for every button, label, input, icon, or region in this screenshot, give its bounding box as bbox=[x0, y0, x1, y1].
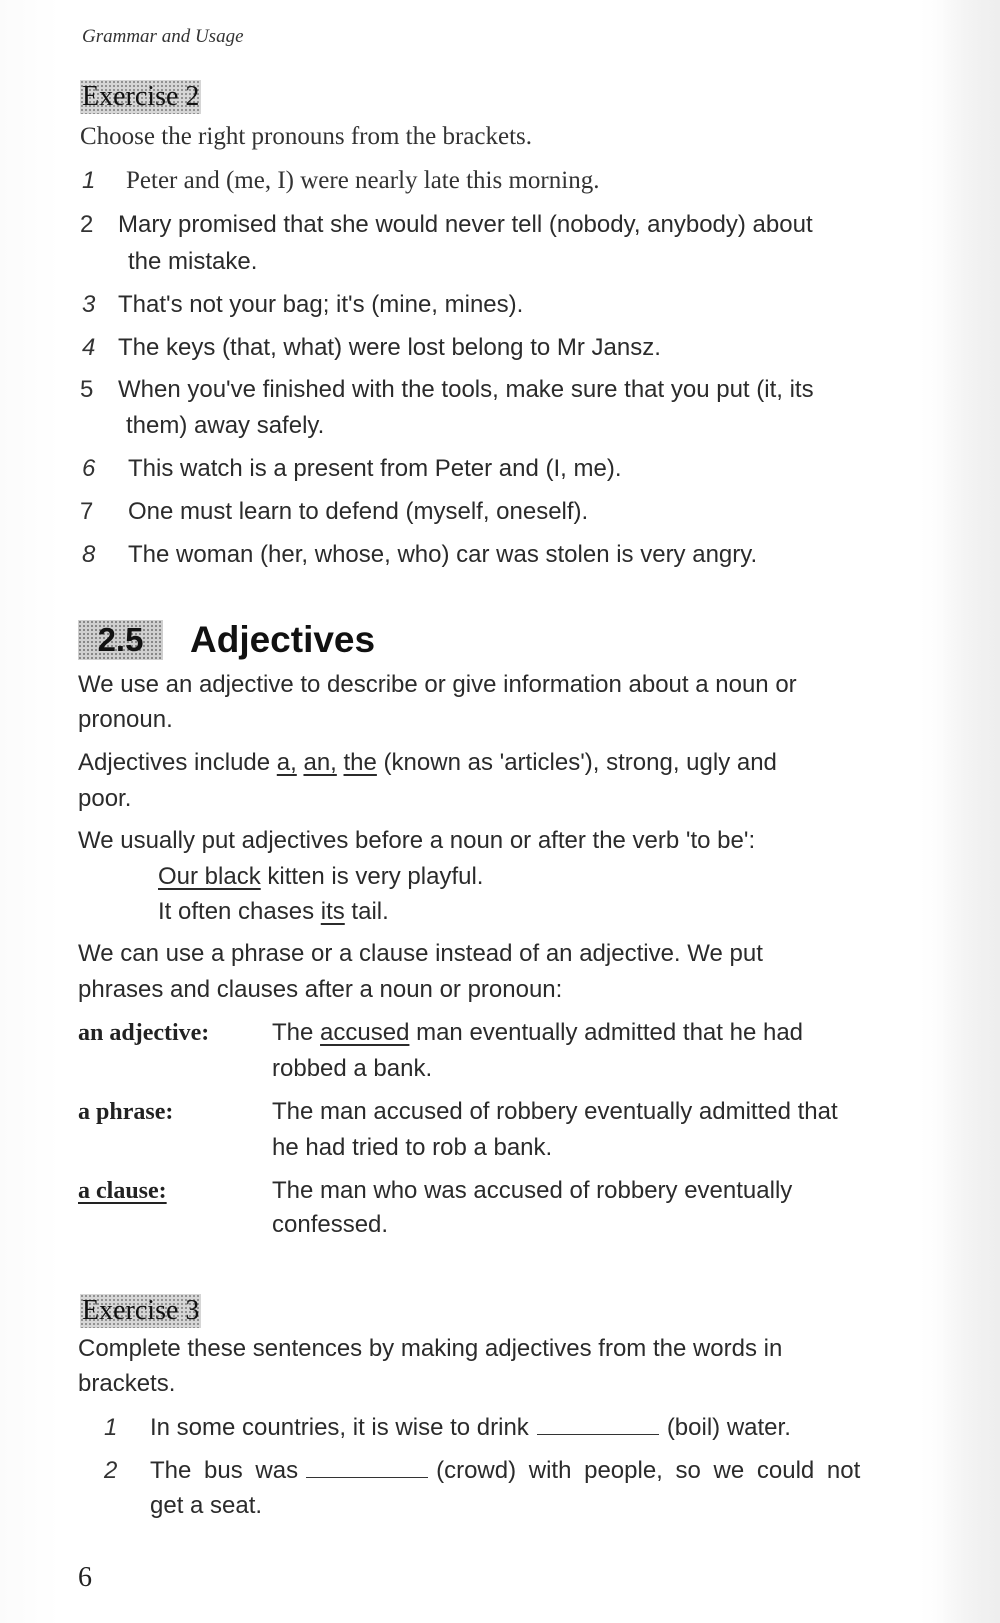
row-label-adjective: an adjective: bbox=[78, 1020, 210, 1046]
section-paragraph-4: We can use a phrase or a clause instead of an adjective. We put bbox=[78, 940, 763, 967]
section-paragraph-4-cont: phrases and clauses after a noun or pronoun: bbox=[78, 976, 563, 1003]
exercise-3-item-2 bbox=[150, 1456, 860, 1486]
article-a: a, bbox=[276, 749, 297, 776]
row-text-phrase-cont: he had tried to rob a bank. bbox=[272, 1134, 553, 1161]
row-text-clause: The man who was accused of robbery eventually bbox=[272, 1177, 793, 1204]
example-2-pre: It often chases bbox=[158, 898, 321, 925]
row-adjective-pre: The bbox=[272, 1019, 321, 1046]
item-number: 7 bbox=[80, 498, 94, 525]
page-edge-shadow bbox=[940, 0, 1000, 1623]
section-number: 2.5 bbox=[78, 620, 163, 660]
item-number: 5 bbox=[80, 376, 94, 403]
item-number: 6 bbox=[82, 455, 96, 482]
exercise-2-item-2: Mary promised that she would never tell (nobody, anybody) about bbox=[118, 211, 813, 238]
exercise-3-item-2-cont: get a seat. bbox=[150, 1492, 263, 1519]
example-1-rest: kitten is very playful. bbox=[260, 863, 484, 890]
item-number: 2 bbox=[80, 211, 94, 238]
item-2-post: (crowd) with people, so we could not bbox=[436, 1457, 861, 1484]
answer-blank[interactable] bbox=[537, 1414, 659, 1435]
example-2-underlined: its bbox=[320, 898, 345, 925]
row-text-clause-cont: confessed. bbox=[272, 1211, 389, 1238]
row-adjective-post: man eventually admitted that he had bbox=[409, 1019, 804, 1046]
exercise-2-item-2-cont: the mistake. bbox=[128, 248, 258, 275]
item-number: 1 bbox=[82, 167, 96, 194]
example-1-underlined: Our black bbox=[158, 863, 261, 890]
p2-pre: Adjectives include bbox=[78, 749, 277, 776]
example-sentence-1 bbox=[158, 862, 483, 892]
item-number: 1 bbox=[104, 1414, 118, 1441]
row-text-phrase: The man accused of robbery eventually admitted that bbox=[272, 1098, 838, 1125]
exercise-3-instruction: Complete these sentences by making adjectives from the words in bbox=[78, 1335, 783, 1362]
item-2-pre: The bus was bbox=[150, 1457, 299, 1484]
item-number: 2 bbox=[104, 1457, 118, 1484]
exercise-3-instruction-cont: brackets. bbox=[78, 1370, 176, 1397]
article-an: an, bbox=[303, 749, 337, 776]
exercise-2-item-3: That's not your bag; it's (mine, mines). bbox=[118, 291, 524, 318]
row-label-phrase: a phrase: bbox=[78, 1099, 174, 1125]
section-paragraph-2 bbox=[78, 748, 777, 778]
exercise-2-item-5-cont: them) away safely. bbox=[126, 412, 325, 439]
row-text-adjective-cont: robbed a bank. bbox=[272, 1055, 433, 1082]
item-1-pre: In some countries, it is wise to drink bbox=[150, 1414, 529, 1441]
page-number: 6 bbox=[78, 1562, 92, 1593]
exercise-2-item-7: One must learn to defend (myself, oneself). bbox=[128, 498, 589, 525]
section-paragraph-1-cont: pronoun. bbox=[78, 706, 173, 733]
row-adjective-underlined: accused bbox=[320, 1019, 410, 1046]
running-header: Grammar and Usage bbox=[82, 26, 244, 47]
p2-post: (known as 'articles'), strong, ugly and bbox=[376, 749, 777, 776]
exercise-2-item-5: When you've finished with the tools, make sure that you put (it, its bbox=[118, 376, 814, 403]
row-label-clause: a clause: bbox=[78, 1178, 167, 1204]
example-2-post: tail. bbox=[344, 898, 389, 925]
article-the: the bbox=[343, 749, 377, 776]
exercise-2-item-1: Peter and (me, I) were nearly late this morning. bbox=[126, 167, 600, 194]
item-1-post: (boil) water. bbox=[666, 1414, 791, 1441]
exercise-3-item-1 bbox=[150, 1413, 791, 1443]
item-number: 4 bbox=[82, 334, 96, 361]
example-sentence-2 bbox=[158, 897, 389, 927]
exercise-2-item-8: The woman (her, whose, who) car was stolen is very angry. bbox=[128, 541, 758, 568]
exercise-2-item-4: The keys (that, what) were lost belong to Mr Jansz. bbox=[118, 334, 661, 361]
exercise-2-instruction: Choose the right pronouns from the brackets. bbox=[80, 123, 532, 150]
exercise-3-title: Exercise 3 bbox=[82, 1295, 200, 1326]
item-number: 8 bbox=[82, 541, 96, 568]
row-text-adjective bbox=[272, 1018, 803, 1048]
section-paragraph-1: We use an adjective to describe or give information about a noun or bbox=[78, 671, 797, 698]
exercise-2-title: Exercise 2 bbox=[82, 81, 200, 112]
section-paragraph-3: We usually put adjectives before a noun or after the verb 'to be': bbox=[78, 827, 756, 854]
answer-blank[interactable] bbox=[306, 1457, 428, 1478]
section-paragraph-2-cont: poor. bbox=[78, 785, 132, 812]
exercise-2-item-6: This watch is a present from Peter and (I, me). bbox=[128, 455, 622, 482]
section-title: Adjectives bbox=[190, 619, 376, 660]
item-number: 3 bbox=[82, 291, 96, 318]
